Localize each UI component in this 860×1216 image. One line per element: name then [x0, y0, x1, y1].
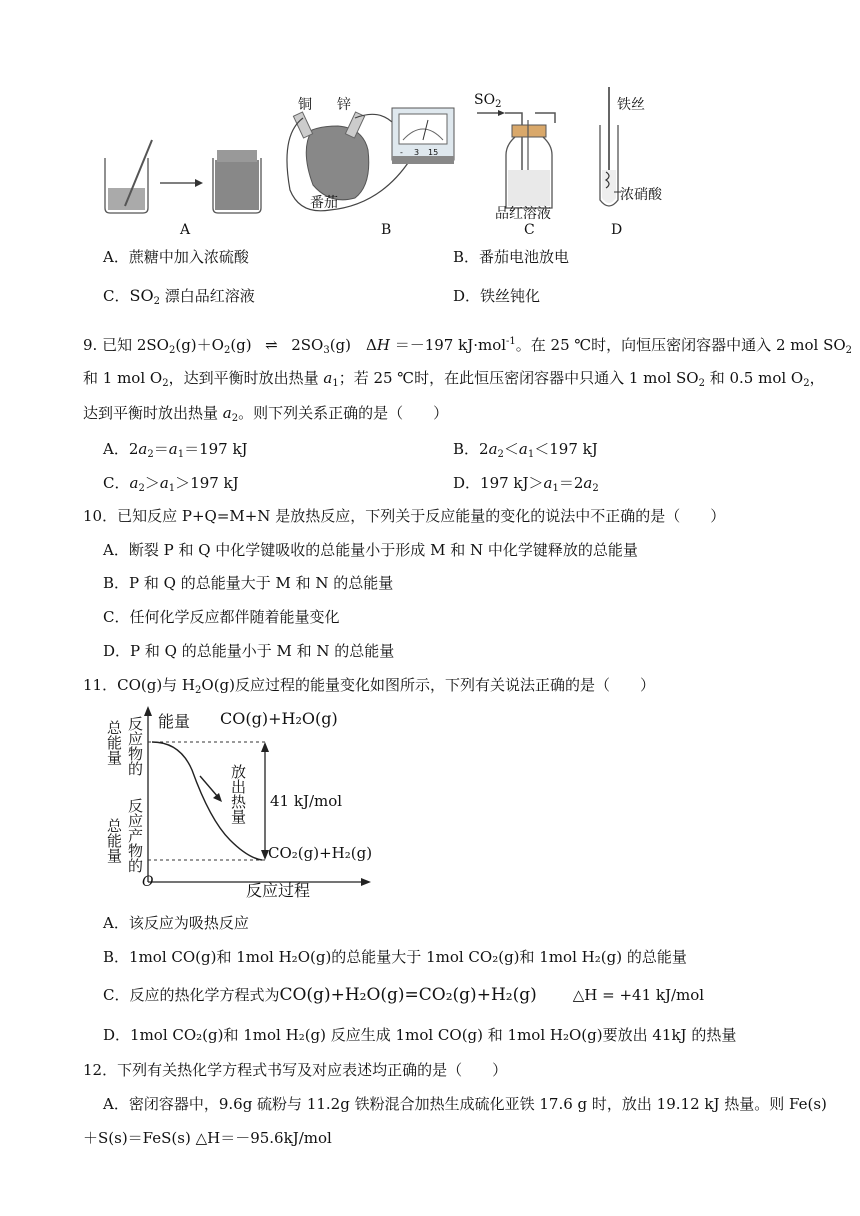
q10-option-c: C．任何化学反应都伴随着能量变化 — [103, 608, 340, 626]
q11-option-a: A．该反应为吸热反应 — [103, 914, 249, 932]
q8-option-c: C．$SO_2$ 漂白品红溶液 — [103, 286, 255, 307]
panel-letter-b: B — [381, 222, 392, 238]
q9-stem-line1: 9. 已知 $2SO_2(g)+O_2(g)$ ⇌ $2SO_3(g)$ ΔH ＝－197 kJ·mol$^{-1}$。在 25 ℃时，向恒压密闭容器中通入 2 mol $SO_2$ — [83, 336, 853, 356]
q12-stem: 12．下列有关热化学方程式书写及对应表述均正确的是（ ） — [83, 1061, 508, 1079]
q11-energy-diagram — [0, 700, 420, 905]
q9-stem-line3: 达到平衡时放出热量 $a_2$。则下列关系正确的是（ ） — [83, 404, 449, 424]
q11-stem: 11．CO(g)与 $H_2O(g)$反应过程的能量变化如图所示，下列有关说法正确的是（ ） — [83, 676, 656, 696]
q8-option-d: D．铁丝钝化 — [453, 287, 541, 305]
q8-option-b: B．番茄电池放电 — [453, 248, 570, 266]
q10-option-a: A．断裂 P 和 Q 中化学键吸收的总能量小于形成 M 和 N 中化学键释放的总能量 — [103, 541, 638, 559]
y-axis-label: 能量 — [158, 712, 191, 731]
origin-label: O — [142, 874, 154, 890]
x-axis-label: 反应过程 — [246, 881, 311, 900]
left-label-bottom-a: 总能量 — [105, 818, 123, 863]
label-iron-wire: 铁丝 — [617, 97, 645, 113]
q10-option-d: D．P 和 Q 的总能量小于 M 和 N 的总能量 — [103, 642, 395, 660]
panel-letter-a: A — [180, 222, 191, 238]
meter-tick-3: 3 — [414, 148, 420, 157]
arrow-heat-label: 放出热量 — [229, 764, 247, 824]
meter-tick-minus: - — [400, 148, 403, 157]
q12-option-a-line2: ＋S(s)＝FeS(s) △H＝－95.6kJ/mol — [83, 1129, 332, 1147]
q9-option-c: C．$a_2>a_1>197$ kJ — [103, 474, 239, 494]
meter-tick-15: 15 — [428, 148, 439, 157]
panel-a-drawing — [105, 140, 261, 213]
reactants-label: CO(g)+H₂O(g) — [220, 709, 338, 728]
q9-option-d: D．197 $kJ>a_1=2a_2$ — [453, 474, 599, 494]
q9-option-b: B．$2a_2<a_1<197$ kJ — [453, 440, 598, 460]
label-so2: $SO_2$ — [474, 92, 502, 110]
panel-c-drawing — [477, 110, 555, 208]
q8-option-a: A．蔗糖中加入浓硫酸 — [103, 248, 249, 266]
label-zinc: 锌 — [337, 97, 351, 113]
delta-label: 41 kJ/mol — [270, 792, 343, 810]
label-tomato: 番茄 — [310, 195, 338, 211]
q10-option-b: B．P 和 Q 的总能量大于 M 和 N 的总能量 — [103, 574, 394, 592]
label-copper: 铜 — [298, 97, 312, 113]
panel-letter-d: D — [611, 222, 623, 238]
q9-option-a: A．$2a_2=a_1=197$ kJ — [103, 440, 248, 460]
q12-option-a-line1: A．密闭容器中，9.6g 硫粉与 11.2g 铁粉混合加热生成硫化亚铁 17.6 g 时，放出 19.12 kJ 热量。则 Fe(s) — [103, 1095, 827, 1113]
left-label-bottom-b: 反应产物的 — [126, 798, 144, 873]
equilibrium-arrow-icon: ⇌ — [265, 336, 278, 354]
q8-figure — [0, 0, 860, 240]
products-label: CO₂(g)+H₂(g) — [268, 844, 373, 862]
label-nitric-acid: 浓硝酸 — [620, 187, 662, 203]
q11-option-b: B．1mol CO(g)和 1mol H₂O(g)的总能量大于 1mol CO₂(g)和 1mol H₂(g) 的总能量 — [103, 948, 687, 966]
left-label-top-b: 反应物的 — [126, 716, 144, 776]
label-magenta-solution: 品红溶液 — [495, 206, 551, 222]
left-label-top-a: 总能量 — [105, 720, 123, 765]
q10-stem: 10．已知反应 P+Q=M+N 是放热反应，下列关于反应能量的变化的说法中不正确的是（ ） — [83, 507, 726, 525]
q9-stem-line2: 和 1 mol $O_2$，达到平衡时放出热量 $a_1$；若 25 ℃时，在此恒压密闭容器中只通入 1 mol $SO_2$ 和 0.5 mol $O_2$， — [83, 369, 825, 389]
q11-option-c: C．反应的热化学方程式为CO(g)+H₂O(g)=CO₂(g)+H₂(g) △H = +41 kJ/mol — [103, 985, 705, 1005]
panel-letter-c: C — [524, 222, 535, 238]
q11-option-d: D．1mol CO₂(g)和 1mol H₂(g) 反应生成 1mol CO(g) 和 1mol H₂O(g)要放出 41kJ 的热量 — [103, 1026, 737, 1044]
